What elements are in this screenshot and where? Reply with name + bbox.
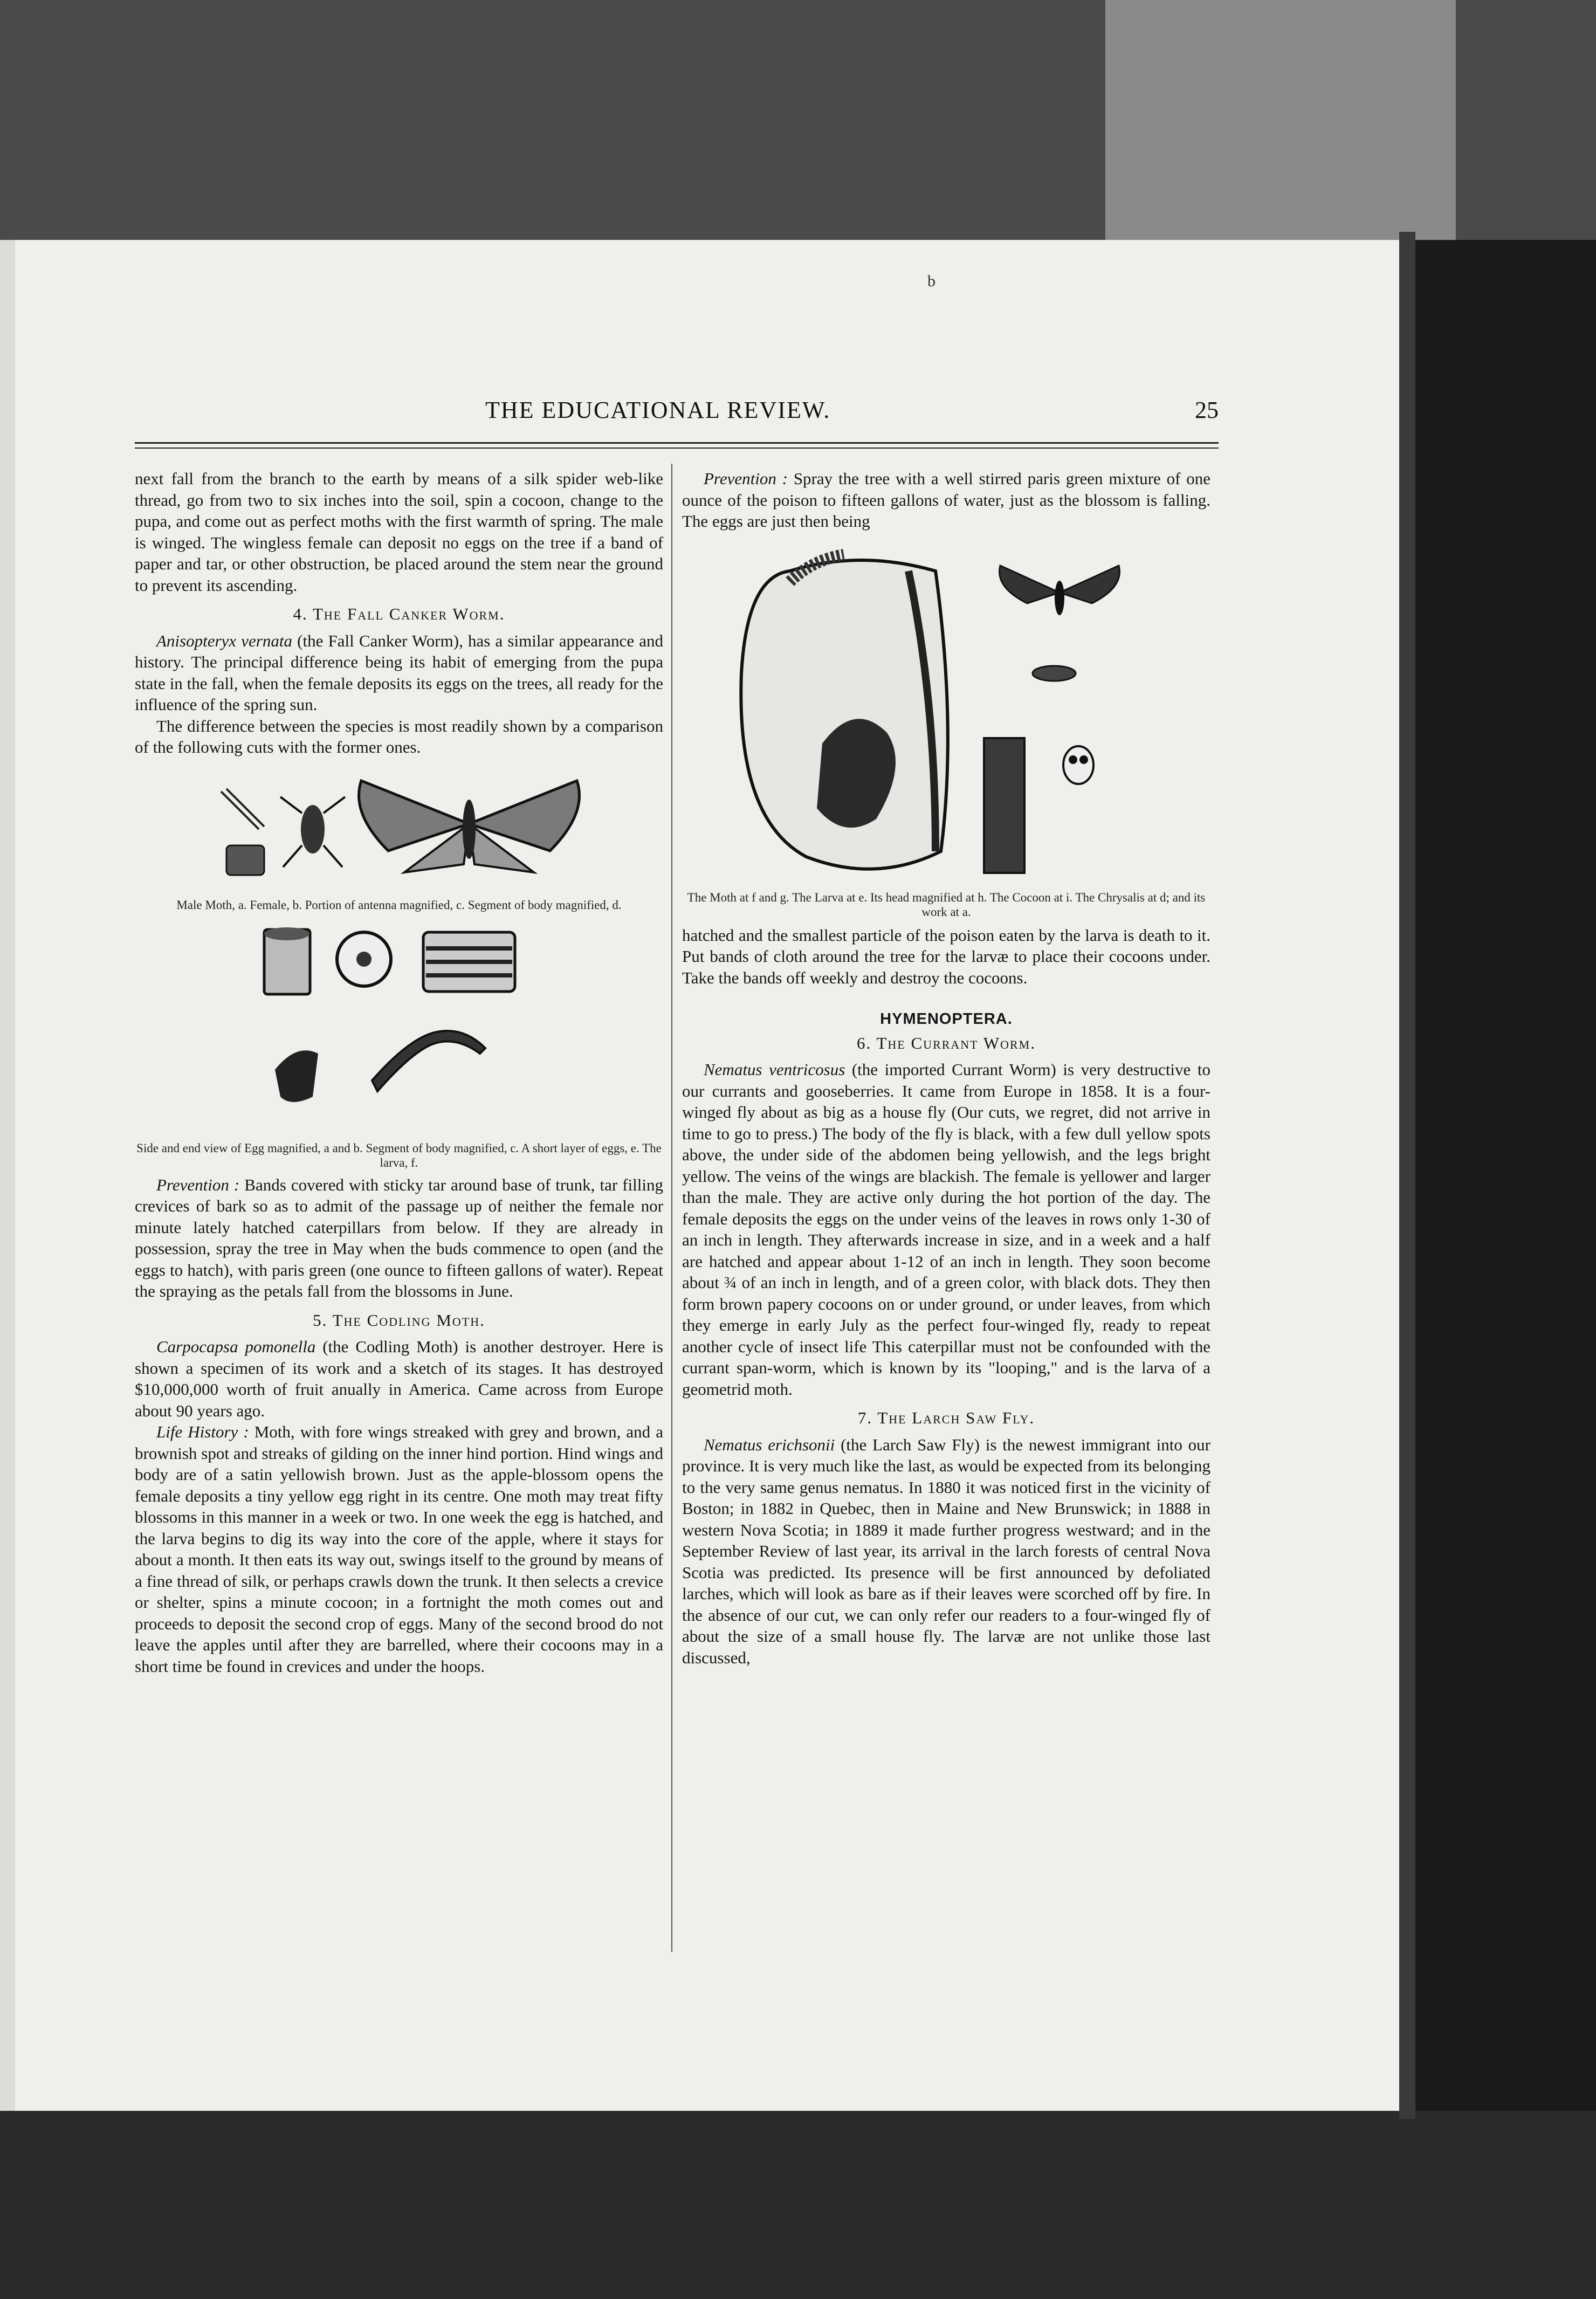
figure-codling-moth xyxy=(682,539,1210,884)
header-rule-thin xyxy=(135,448,1219,449)
column-divider xyxy=(671,464,672,1952)
paragraph-text: (the Larch Saw Fly) is the newest immigrant into our province. It is very much like the last, as would be expected from its belonging to the very same genus nematus. In 1880 it was noticed first in the vicinity of Boston; in 1882 in Quebec, then in Maine and New Brunswick; in 1888 in western Nova Scotia; in 1889 it made further progress westward; and in the September Review of last year, its arrival in the larch forests of central Nova Scotia was predicted. Its presence will be first announced by defoliated larches, which will look as bare as if their leaves were scorched off by fire. In the absence of our cut, we can only refer our readers to a four-winged fly of about the size of a small house fly. The larvæ are not unlike those last discussed, xyxy=(682,1435,1210,1667)
background-light-band xyxy=(1105,0,1456,240)
paragraph-lead: Prevention : xyxy=(704,469,788,488)
fall-canker-worm-illustration xyxy=(135,765,663,891)
page-number: 25 xyxy=(1195,397,1219,423)
section-heading-6: 6. The Currant Worm. xyxy=(857,1033,1036,1052)
paragraph xyxy=(135,1174,663,1302)
header-rule xyxy=(135,442,1219,444)
female-moth-icon xyxy=(280,797,345,867)
paragraph-text: Spray the tree with a well stirred paris green mixture of one ounce of the poison to fifteen gallons of water, just as the blossom is falling. The eggs are just then being xyxy=(682,469,1210,531)
cocoon-icon xyxy=(984,738,1024,873)
male-moth-icon xyxy=(359,781,580,872)
page-header xyxy=(135,396,1219,429)
paragraph: hatched and the smallest particle of the poison eaten by the larva is death to it. Put bands of cloth around the tree for the larvæ to place their cocoons under. Take the bands off weekly and destroy the cocoons. xyxy=(682,925,1210,987)
body-segment-icon xyxy=(226,845,264,875)
paragraph-text: (the Fall Canker Worm), has a similar appearance and history. The principal difference being its habit of emerging from the pupa state in the fall, when the female deposits its eggs on the trees, all ready for the influence of the spring sun. xyxy=(135,631,664,714)
paragraph-text: (the imported Currant Worm) is very destructive to our currants and gooseberries. It came from Europe in 1858. It is a four-winged fly about as big as a house fly (Our cuts, we regret, did not arrive in time to go to press.) The body of the fly is black, with a few dull yellow spots above, the under side of the abdomen being yellowish, and the legs bright yellow. The veins of the wings are blackish. The female is yellower and larger than the male. They are active only during the hot portion of the day. The female deposits the eggs on the under veins of the leaves in rows only 1-30 of an inch in length. They afterwards increase in size, and in a week and a half are hatched and appear about 1-12 of an inch in length. They soon become about ¾ of an inch in length, and of a green color, with black dots. They then form brown papery cocoons on or under ground, or under leaves, from which they emerge in early July as the perfect four-winged fly, ready to repeat another cycle of insect life This caterpillar must not be confounded with the currant span-worm, which is known by its "looping," and is the larva of a geometrid moth. xyxy=(682,1060,1210,1399)
paragraph xyxy=(682,1434,1210,1669)
figure-caption: The Moth at f and g. The Larva at e. Its head magnified at h. The Cocoon at i. The Chrysalis at d; and its work at a. xyxy=(687,890,1206,919)
paragraph-text: Bands covered with sticky tar around base of trunk, tar filling crevices of bark so as to admit of the passage up of neither the female nor minute lately hatched caterpillars from below. If they are already in possession, spray the tree in May when the buds commence to open (and the eggs to hatch), with paris green (one ounce to fifteen gallons of water). Repeat the spraying as the petals fall from the blossoms in June. xyxy=(135,1175,663,1300)
section-heading-5: 5. The Codling Moth. xyxy=(313,1310,485,1330)
figure-fall-canker-worm xyxy=(135,765,663,891)
top-mark: b xyxy=(927,272,935,290)
species-name: Nematus erichsonii xyxy=(704,1435,835,1454)
background-bottom xyxy=(0,2111,1596,2299)
left-column xyxy=(135,468,663,1677)
species-name: Carpocapsa pomonella xyxy=(156,1337,316,1356)
figure-caption: Male Moth, a. Female, b. Portion of antenna magnified, c. Segment of body magnified, d. xyxy=(176,898,622,912)
species-name: Nematus ventricosus xyxy=(704,1060,845,1079)
hymenoptera-heading: HYMENOPTERA. xyxy=(880,1010,1013,1028)
chrysalis-icon xyxy=(1033,666,1076,681)
egg-side-view-icon xyxy=(264,927,310,994)
paragraph xyxy=(135,1421,663,1677)
figure-caption: Side and end view of Egg magnified, a and b. Segment of body magnified, c. A short layer of eggs, e. The larva, f. xyxy=(136,1141,662,1169)
right-column xyxy=(682,468,1210,1668)
page-edge-shadow xyxy=(1399,232,1415,2119)
paragraph xyxy=(682,1059,1210,1400)
paragraph-text: Moth, with fore wings streaked with grey and brown, and a brownish spot and streaks of gilding on the inner hind portion. Hind wings and body are of a satin yellowish brown. Just as the apple-blossom opens the female deposits a tiny yellow egg right in its centre. One moth may treat fifty blossoms in this manner in a week or two. In one week the egg is hatched, and the larva begins to dig its way into the core of the apple, where it stays for about a month. It then eats its way out, swings itself to the ground by means of a fine thread of silk, or perhaps crawls down the trunk. It then selects a crevice or shelter, spins a minute cocoon; in a fortnight the moth comes out and proceeds to deposit the second crop of eggs. Many of the second brood do not leave the apples until after they are barrelled, where their cocoons may in a short time be found in crevices and under the hoops. xyxy=(135,1422,663,1676)
eggs-and-larva-illustration xyxy=(135,919,663,1134)
paragraph: next fall from the branch to the earth by means of a silk spider web-like thread, go from two to six inches into the soil, spin a cocoon, change to the pupa, and come out as perfect moths with the first warmth of spring. The male is winged. The wingless female can deposit no eggs on the tree if a band of paper and tar, or other obstruction, be placed around the stem near the ground to prevent its ascending. xyxy=(135,469,663,595)
paragraph-text: (the Codling Moth) is another destroyer. Here is shown a specimen of its work and a sketch of its stages. It has destroyed $10,000,000 worth of fruit anually in America. Came across from Europe about 90 years ago. xyxy=(135,1337,663,1420)
antenna-icon xyxy=(221,789,264,829)
paragraph xyxy=(135,1336,663,1421)
section-heading-4: 4. The Fall Canker Worm. xyxy=(293,604,505,623)
figure-eggs-and-larva xyxy=(135,919,663,1134)
section-heading-7: 7. The Larch Saw Fly. xyxy=(857,1408,1035,1427)
larva-icon xyxy=(372,1031,485,1091)
body-segment-icon xyxy=(423,932,515,992)
paragraph-lead: Prevention : xyxy=(156,1175,240,1194)
paragraph: The difference between the species is most readily shown by a comparison of the following cuts with the former ones. xyxy=(135,716,663,756)
paragraph xyxy=(135,630,663,715)
paragraph xyxy=(682,468,1210,532)
egg-end-view-icon xyxy=(337,932,391,986)
moth-icon xyxy=(1000,566,1120,615)
egg-layer-icon xyxy=(275,1050,318,1102)
larva-head-icon xyxy=(1063,746,1093,784)
left-page-edge xyxy=(0,240,15,2111)
species-name: Anisopteryx vernata xyxy=(156,631,292,650)
paragraph-lead: Life History : xyxy=(156,1422,249,1441)
codling-moth-illustration xyxy=(682,539,1210,884)
running-title: THE EDUCATIONAL REVIEW. xyxy=(485,397,831,423)
apple-cross-section-icon xyxy=(741,560,948,869)
